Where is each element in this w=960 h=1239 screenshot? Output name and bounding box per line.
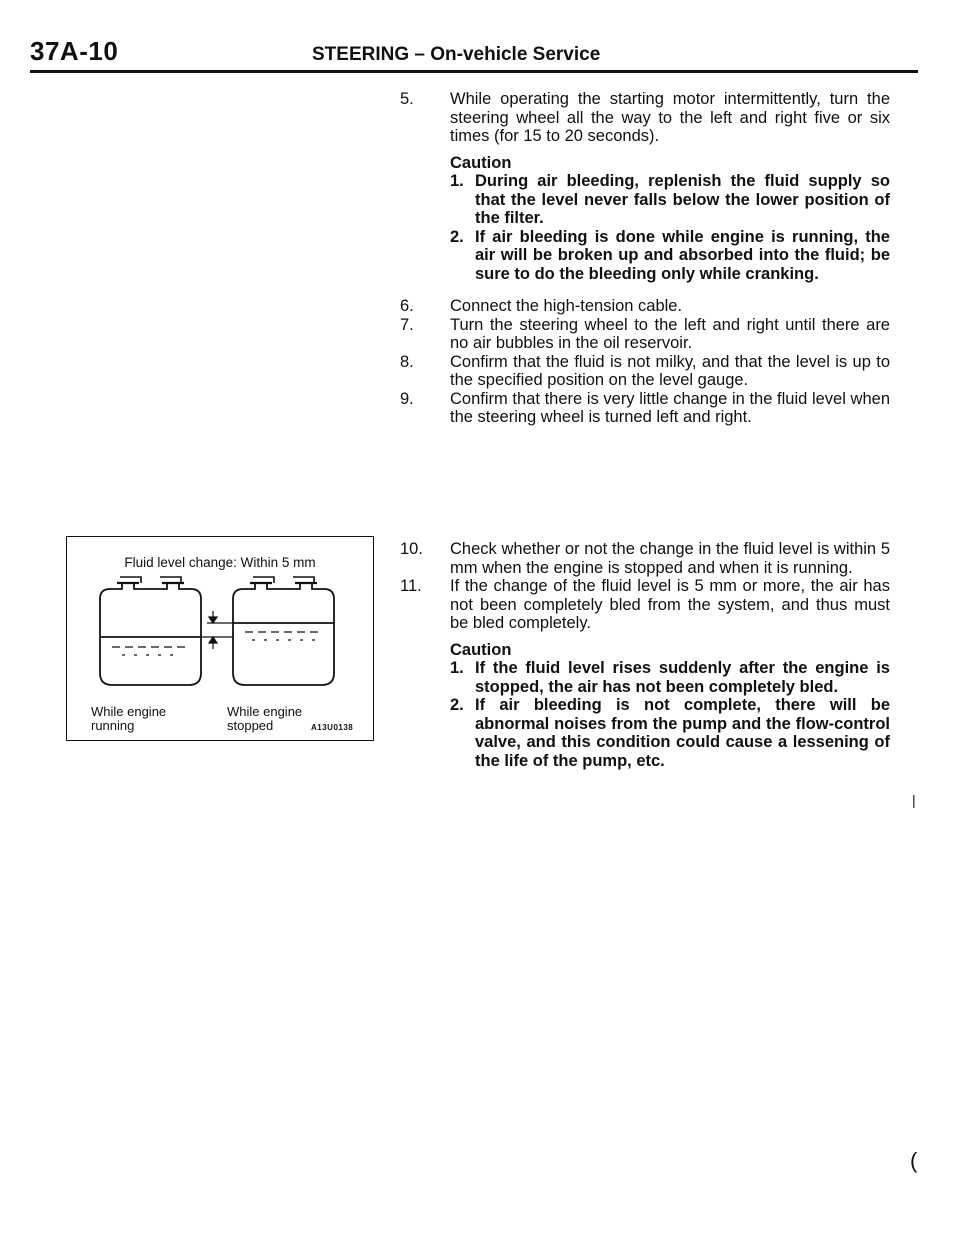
margin-tick: |: [912, 792, 916, 808]
caution-block-1: [450, 154, 890, 284]
step-8: [400, 353, 890, 390]
section-1: [400, 90, 890, 427]
caution-text: If air bleeding is done while engine is running, the air will be broken up and absorbed into the fluid; be sure to do the bleeding only while cranking.: [475, 227, 890, 283]
level-change-indicator: [201, 611, 233, 649]
caution-item: [450, 172, 890, 228]
step-10: [400, 540, 890, 577]
section-2: [400, 540, 890, 784]
reservoir-stopped-icon: [233, 577, 334, 685]
caution-number: 1.: [450, 659, 464, 677]
step-number: 5.: [400, 90, 414, 108]
caution-item: [450, 228, 890, 284]
step-number: 7.: [400, 315, 414, 334]
label-engine-running: [91, 705, 166, 733]
step-text: Confirm that the fluid is not milky, and that the level is up to the specified position on the level gauge.: [450, 352, 890, 389]
step-9: [400, 390, 890, 427]
step-text: Connect the high-tension cable.: [450, 297, 683, 315]
step-number: 9.: [400, 389, 414, 408]
fluid-level-figure: [66, 536, 374, 741]
label-engine-stopped: [227, 705, 302, 733]
step-text: Check whether or not the change in the fluid level is within 5 mm when the engine is stopped and when it is running.: [450, 540, 890, 577]
caution-item: [450, 696, 890, 770]
caution-title: Caution: [450, 640, 512, 659]
step-number: 8.: [400, 352, 414, 371]
caution-number: 1.: [450, 172, 464, 190]
label-line: While engine: [91, 704, 167, 719]
step-11: [400, 577, 890, 633]
step-7: [400, 316, 890, 353]
step-number: 10.: [400, 540, 423, 558]
step-text: While operating the starting motor intermittently, turn the steering wheel all the way to the left and right five or six times (for 15 to 20 seconds).: [450, 90, 890, 145]
step-5: [400, 90, 890, 146]
caution-title: Caution: [450, 153, 512, 172]
step-number: 6.: [400, 297, 414, 315]
step-text: Turn the steering wheel to the left and right until there are no air bubbles in the oil reservoir.: [450, 315, 890, 352]
reservoir-running-icon: [100, 577, 201, 685]
step-text: Confirm that there is very little change in the fluid level when the steering wheel is turned left and right.: [450, 389, 890, 426]
step-text: If the change of the fluid level is 5 mm or more, the air has not been completely bled from the system, and thus must be bled completely.: [450, 577, 890, 632]
caution-item: [450, 659, 890, 696]
page-number: 37A-10: [30, 36, 119, 66]
caution-text: During air bleeding, replenish the fluid supply so that the level never falls below the lower position of the filter.: [475, 172, 890, 227]
figure-code: A13U0138: [311, 723, 354, 732]
page-header-title: STEERING – On-vehicle Service: [312, 44, 601, 65]
header-rule: [30, 70, 918, 73]
label-line: stopped: [227, 718, 274, 733]
caution-block-2: [450, 641, 890, 771]
step-number: 11.: [400, 577, 422, 595]
caution-number: 2.: [450, 227, 464, 246]
label-line: running: [91, 718, 135, 733]
caution-text: If air bleeding is not complete, there will be abnormal noises from the pump and the flow-control valve, and this condition could cause a lessening of the life of the pump, etc.: [475, 696, 890, 770]
caution-text: If the fluid level rises suddenly after the engine is stopped, the air has not been completely bled.: [475, 659, 890, 696]
step-6: [400, 297, 890, 316]
label-line: While engine: [227, 704, 303, 719]
figure-caption: Fluid level change: Within 5 mm: [124, 555, 316, 570]
margin-paren: (: [910, 1148, 918, 1173]
caution-number: 2.: [450, 696, 464, 714]
